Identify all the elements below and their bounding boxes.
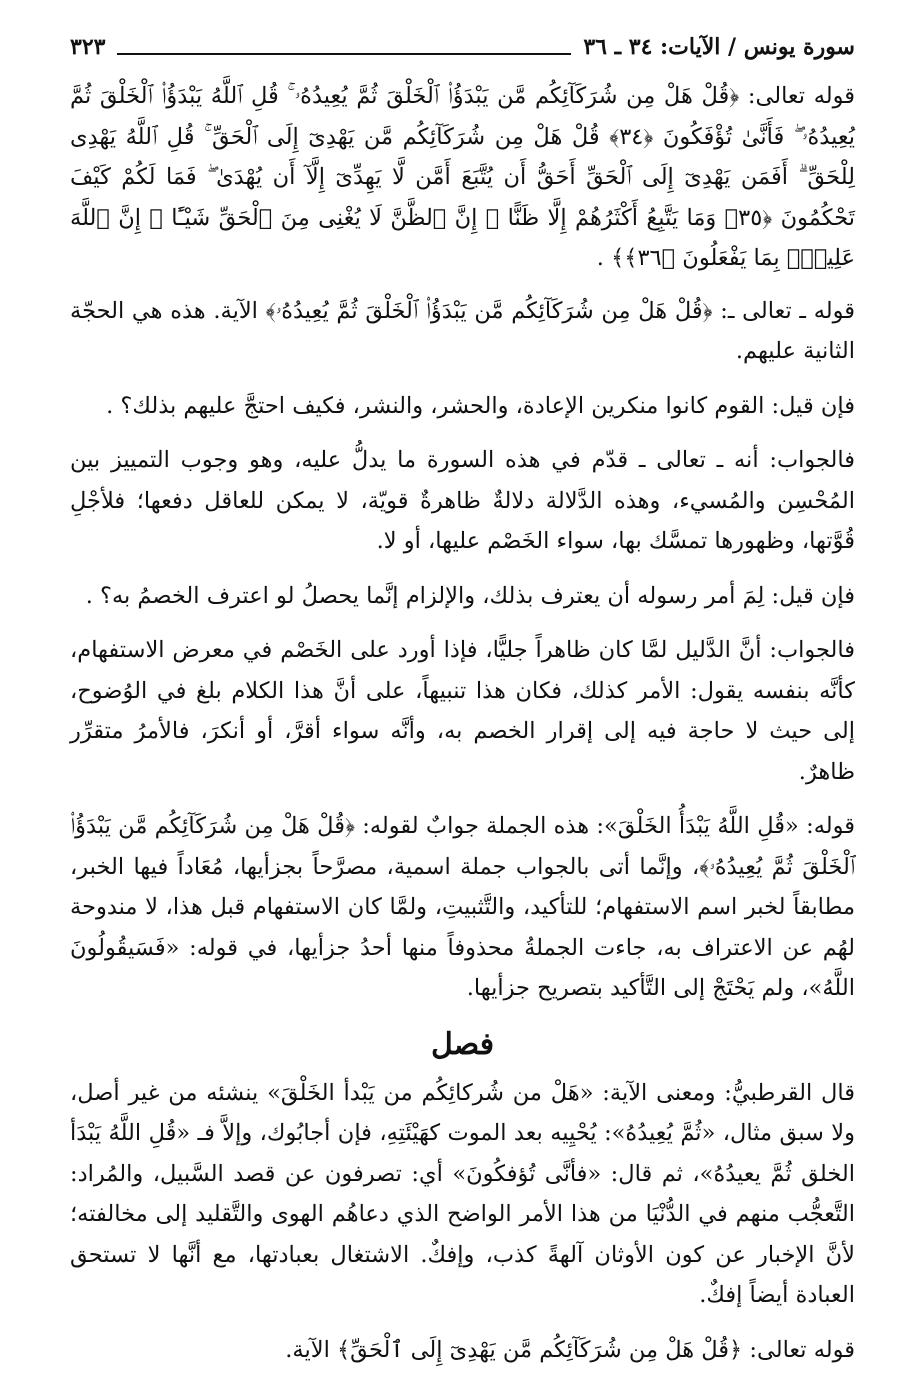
page-number: ٣٢٣ bbox=[70, 34, 106, 60]
qurtubi-paragraph: قال القرطبيُّ: ومعنى الآية: «هَلْ من شُركائِكُم من يَبْدأ الخَلْقَ» ينشئه من غير أصل، ولا سبق مثال، «ثُمَّ يُعِيدُهُ»: يُحْيِيه بعد الموت كهَيْئَتِهِ، فإن أجابُوك، وإلاَّ فـ «قُلِ اللَّهُ يَبْدَأ الخلق ثُمَّ يعيدُهُ»، ثم قال: «فأنَّى تُؤفكُونَ» أي: تصرفون عن قصد السَّبيل، والمُراد: التَّعجُّب منهم في الدُّنْيَا من هذا الأمر الواضح الذي دعاهُم الهوى والتَّقليد إلى مخالفته؛ لأنَّ الإخبار عن كون الأوثان آلهةً كذب، وإفكٌ. الاشتغال بعبادتها، مع أنَّها لا تستحق العبادة أيضاً إفكٌ. bbox=[70, 1079, 855, 1308]
quran-verses-paragraph: قوله تعالى: ﴿قُلْ هَلْ مِن شُرَكَآئِكُم مَّن يَبْدَؤُا۟ ٱلْخَلْقَ ثُمَّ يُعِيدُهُۥ ۚ قُلِ ٱللَّهُ يَبْدَؤُا۟ ٱلْخَلْقَ ثُمَّ يُعِيدُهُۥ ۖ فَأَنَّىٰ تُؤْفَكُونَ ﴿٣٤﴾ قُلْ هَلْ مِن شُرَكَآئِكُم مَّن يَهْدِىٓ إِلَى ٱلْحَقِّ ۚ قُلِ ٱللَّهُ يَهْدِى لِلْحَقِّ ۗ أَفَمَن يَهْدِىٓ إِلَى ٱلْحَقِّ أَحَقُّ أَن يُتَّبَعَ أَمَّن لَّا يَهِدِّىٓ إِلَّآ أَن يُهْدَىٰ ۖ فَمَا لَكُمْ كَيْفَ تَحْكُمُونَ ﴿٣٥﴾ وَمَا يَتَّبِعُ أَكْثَرُهُمْ إِلَّا ظَنًّا ۚ إِنَّ ٱلظَّنَّ لَا يُغْنِى مِنَ ٱلْحَقِّ شَيْـًٔا ۚ إِنَّ ٱللَّهَ عَلِيمٌۢ بِمَا يَفْعَلُونَ ﴿٣٦﴾﴾ . bbox=[70, 83, 855, 271]
section-heading: فصل bbox=[430, 1026, 495, 1062]
answer-paragraph: فالجواب: أنه ـ تعالى ـ قدّم في هذه السورة ما يدلُّ عليه، وهو وجوب التمييز بين المُحْسِن والمُسيء، وهذه الدَّلالة دلالةٌ ظاهرةٌ قويّة، لا يمكن للعاقل دفعها؛ فلأجْلِ قُوَّتها، وظهورها تمسَّك بها، سواء الخَصْم عليها، أو لا. bbox=[70, 447, 855, 554]
body-text bbox=[70, 76, 855, 1370]
question-paragraph: فإن قيل: القوم كانوا منكرين الإعادة، والحشر، والنشر، فكيف احتجَّ عليهم بذلك؟ . bbox=[106, 392, 855, 419]
answer-paragraph: فالجواب: أنَّ الدَّليل لمَّا كان ظاهراً جليًّا، فإذا أورد على الخَصْم في معرض الاستفهام، كأنَّه بنفسه يقول: الأمر كذلك، فكان هذا تنبيهاً، على أنَّ هذا الكلام بلغ في الوُضوح، إلى حيث لا حاجة فيه إلى إقرار الخصم به، وأنَّه سواء أقرَّ، أو أنكرَ، فالأمرُ متقرِّر ظاهرٌ. bbox=[70, 637, 855, 785]
next-verse-paragraph: قوله تعالى: ﴿قُلْ هَلْ مِن شُرَكَآئِكُم مَّن يَهْدِىٓ إِلَى ٱلْحَقِّ﴾ الآية. bbox=[285, 1336, 855, 1363]
header-rule bbox=[117, 53, 571, 55]
book-page bbox=[70, 30, 855, 1384]
question-paragraph: فإن قيل: لِمَ أمر رسوله أن يعترف بذلك، والإلزام إنَّما يحصلُ لو اعترف الخصمُ به؟ . bbox=[85, 582, 855, 609]
commentary-paragraph: قوله ـ تعالى ـ: ﴿قُلْ هَلْ مِن شُرَكَآئِكُم مَّن يَبْدَؤُا۟ ٱلْخَلْقَ ثُمَّ يُعِيدُهُۥ﴾ الآية. هذه هي الحجّة الثانية عليهم. bbox=[70, 297, 855, 364]
running-header bbox=[70, 30, 855, 64]
surah-verses-title: سورة يونس / الآيات: ٣٤ ـ ٣٦ bbox=[583, 34, 855, 60]
grammar-paragraph: قوله: «قُلِ اللَّهُ يَبْدَأُ الخَلْقَ»: هذه الجملة جوابٌ لقوله: ﴿قُلْ هَلْ مِن شُرَكَآئِكُم مَّن يَبْدَؤُا۟ ٱلْخَلْقَ ثُمَّ يُعِيدُهُۥ﴾، وإنَّما أتى بالجواب جملة اسمية، مصرَّحاً بجزأيها، مُعَاداً فيها الخبر، مطابقاً لخبر اسم الاستفهام؛ للتأكيد، والتَّثبيتِ، ولمَّا كان الاستفهام قبل هذا، لا مندوحة لهُم عن الاعتراف به، جاءت الجملةُ محذوفاً منها أحدُ جزأيها، في قوله: «فَسَيقُولُونَ اللَّهُ»، ولم يَحْتَجْ إلى التَّأكيد بتصريح جزأيها. bbox=[70, 813, 855, 1001]
